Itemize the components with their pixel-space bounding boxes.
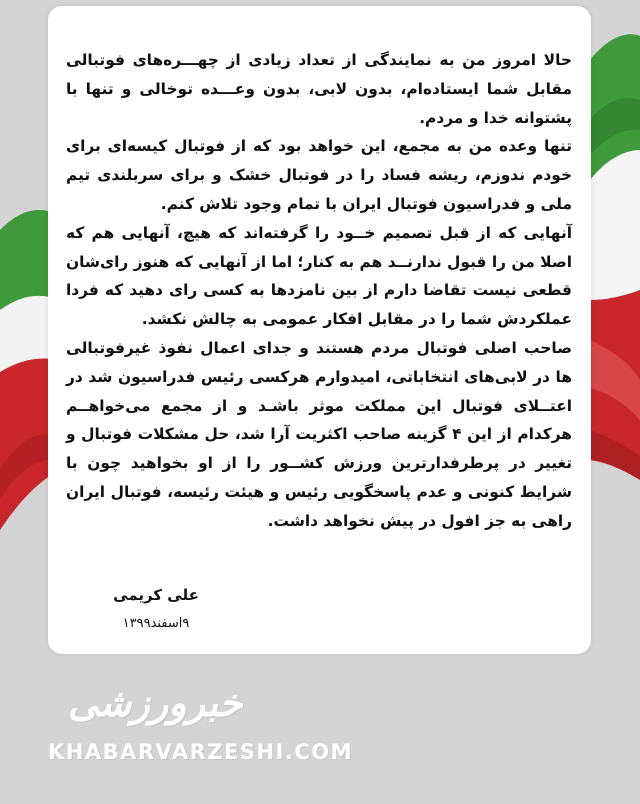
statement-paragraph-2: تنها وعده من به مجمع، این خواهد بود که از فوتبال کیسه‌ای برای خودم ندوزم، ریشه فساد را در فوتبال خشک و برای سربلندی تیم ملی و فدراسیون فوتبال ایران با تمام وجود تلاش کنم. [66,137,572,213]
statement-paragraph-4: صاحب اصلی فوتبال مردم هستند و جدای اعمال نفوذ غیرفوتبالی ها در لابی‌های انتخاباتی، امیدوارم هرکسی رئیس فدراسیون شد در اعتــلای فوتبال این مملکت موثر باشـد و از مجمع می‌خواهــم هرکدام از این ۴ گزینه صاحب اکثریت آرا شد، حل مشکلات فوتبال و تغییر در پرطرفدارترین ورزش کشــور را از او بخواهید چون با شرایط کنونی و عدم پاسخگویی رئیس و هیئت رئیسه، فوتبال ایران راهی به جز افول در پیش نخواهد داشت. [66,338,572,530]
signature-date: ۹اسفند۱۳۹۹ [122,616,190,631]
watermark-logo: خبرورزشی [68,680,243,725]
statement-body [66,46,572,536]
watermark-site-url: KHABARVARZESHI.COM [48,740,354,764]
signature-name: علی کریمی [113,586,199,604]
statement-paragraph-1: حالا امروز من به نمایندگی از تعداد زیادی از چهـــره‌های فوتبالی مقابل شما ایستاده‌ام، بدون لابی، بدون وعـــده توخالی و تنها با پشتوانه خدا و مردم. [66,51,572,127]
statement-paragraph-3: آنهایی که از قبل تصمیم خــود را گرفته‌اند که هیچ، آنهایی هم که اصلا من را قبول ندارنــد هم به کنار؛ اما از آنهایی که هنوز رای‌شان قطعی نیست تقاضا دارم از بین نامزدها به کسی رای دهید که فردا عملکردش شما را در مقابل افکار عمومی به چالش نکشد. [66,223,572,329]
flag-white-right [590,150,640,300]
